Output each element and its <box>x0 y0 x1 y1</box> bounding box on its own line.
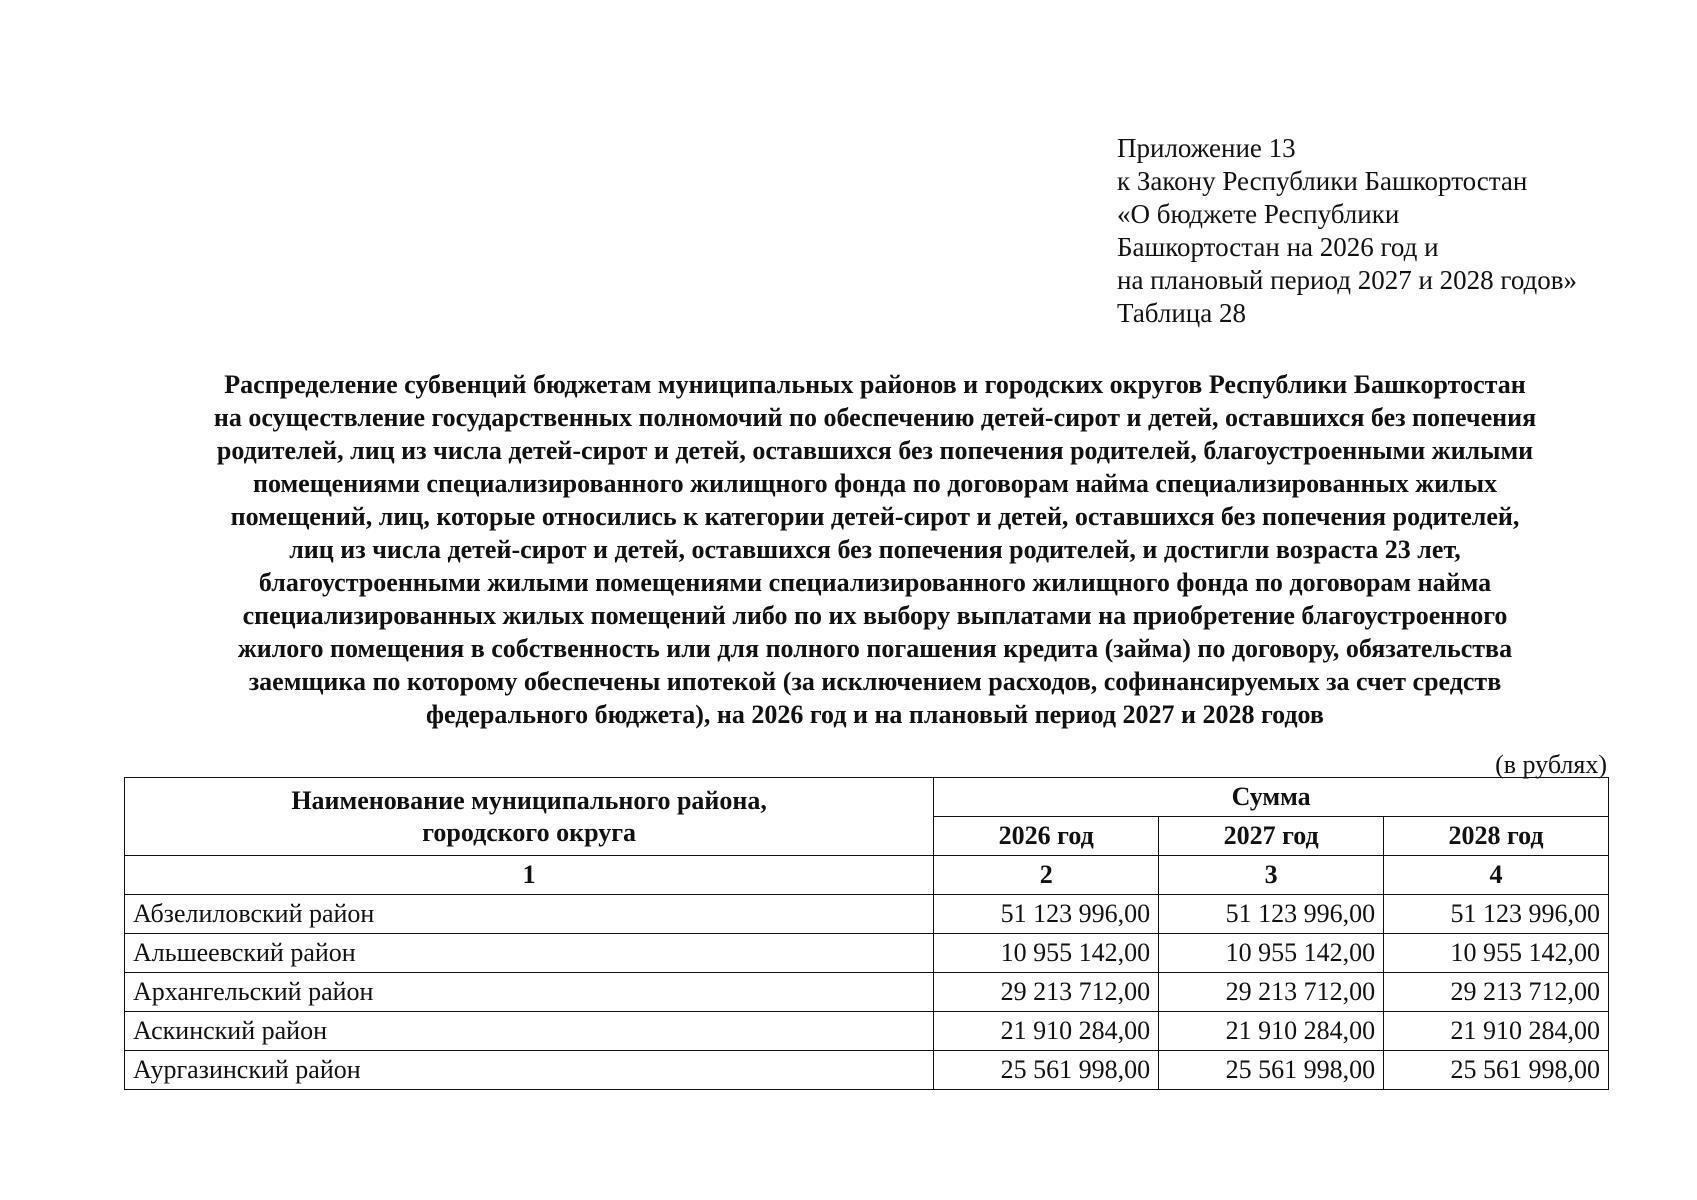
header-name-line: городского округа <box>422 817 636 847</box>
appendix-line: «О бюджете Республики <box>1117 199 1400 229</box>
appendix-line: на плановый период 2027 и 2028 годов» <box>1117 265 1578 295</box>
amount-2027: 21 910 284,00 <box>1159 1012 1384 1051</box>
title-line: благоустроенными жилыми помещениями специализированного жилищного фонда по договорам найма <box>258 568 1492 597</box>
subvention-table <box>124 777 1609 1090</box>
appendix-line: к Закону Республики Башкортостан <box>1117 166 1528 196</box>
table-row <box>125 973 1609 1012</box>
title-line: помещениями специализированного жилищного фонда по договорам найма специализированных жилых <box>252 469 1498 498</box>
column-number: 3 <box>1159 856 1384 895</box>
table-row <box>125 1012 1609 1051</box>
header-municipality <box>125 778 934 856</box>
column-number: 4 <box>1384 856 1609 895</box>
municipality-name: Аскинский район <box>125 1012 934 1051</box>
title-line: Распределение субвенций бюджетам муниципальных районов и городских округов Республики Башкортостан <box>224 370 1526 399</box>
table-row <box>125 895 1609 934</box>
amount-2026: 51 123 996,00 <box>934 895 1159 934</box>
amount-2028: 21 910 284,00 <box>1384 1012 1609 1051</box>
amount-2027: 51 123 996,00 <box>1159 895 1384 934</box>
column-numbers-row <box>125 856 1609 895</box>
table-row <box>125 1051 1609 1090</box>
municipality-name: Абзелиловский район <box>125 895 934 934</box>
title-line: родителей, лиц из числа детей-сирот и детей, оставшихся без попечения родителей, благоустроенными жилыми <box>216 436 1534 465</box>
units-note: (в рублях) <box>1495 750 1607 779</box>
column-number: 1 <box>125 856 934 895</box>
amount-2028: 51 123 996,00 <box>1384 895 1609 934</box>
municipality-name: Альшеевский район <box>125 934 934 973</box>
municipality-name: Аургазинский район <box>125 1051 934 1090</box>
header-year: 2028 год <box>1384 817 1609 856</box>
amount-2026: 29 213 712,00 <box>934 973 1159 1012</box>
amount-2028: 29 213 712,00 <box>1384 973 1609 1012</box>
appendix-line: Приложение 13 <box>1117 133 1296 163</box>
header-year: 2027 год <box>1159 817 1384 856</box>
header-sum: Сумма <box>934 778 1609 817</box>
amount-2027: 29 213 712,00 <box>1159 973 1384 1012</box>
header-year: 2026 год <box>934 817 1159 856</box>
table-row <box>125 934 1609 973</box>
amount-2028: 10 955 142,00 <box>1384 934 1609 973</box>
amount-2026: 21 910 284,00 <box>934 1012 1159 1051</box>
table-number: Таблица 28 <box>1117 298 1246 328</box>
title-line: специализированных жилых помещений либо по их выбору выплатами на приобретение благоустроенного <box>242 601 1508 630</box>
amount-2027: 10 955 142,00 <box>1159 934 1384 973</box>
title-line: заемщика по которому обеспечены ипотекой (за исключением расходов, софинансируемых за счет средств <box>248 667 1502 696</box>
header-name-line: Наименование муниципального района, <box>291 785 767 815</box>
amount-2026: 25 561 998,00 <box>934 1051 1159 1090</box>
appendix-line: Башкортостан на 2026 год и <box>1117 232 1439 262</box>
amount-2028: 25 561 998,00 <box>1384 1051 1609 1090</box>
title-line: федерального бюджета), на 2026 год и на плановый период 2027 и 2028 годов <box>426 700 1324 729</box>
header-row <box>125 778 1609 817</box>
amount-2026: 10 955 142,00 <box>934 934 1159 973</box>
municipality-name: Архангельский район <box>125 973 934 1012</box>
title-line: лиц из числа детей-сирот и детей, оставшихся без попечения родителей, и достигли возраста 23 лет, <box>289 535 1461 564</box>
column-number: 2 <box>934 856 1159 895</box>
document-title <box>130 368 1620 731</box>
appendix-note <box>1117 132 1577 330</box>
amount-2027: 25 561 998,00 <box>1159 1051 1384 1090</box>
title-line: помещений, лиц, которые относились к категории детей-сирот и детей, оставшихся без попечения родителей, <box>230 502 1520 531</box>
title-line: на осуществление государственных полномочий по обеспечению детей-сирот и детей, оставшихся без попечения <box>213 403 1537 432</box>
title-line: жилого помещения в собственность или для полного погашения кредита (займа) по договору, обязательства <box>237 634 1513 663</box>
